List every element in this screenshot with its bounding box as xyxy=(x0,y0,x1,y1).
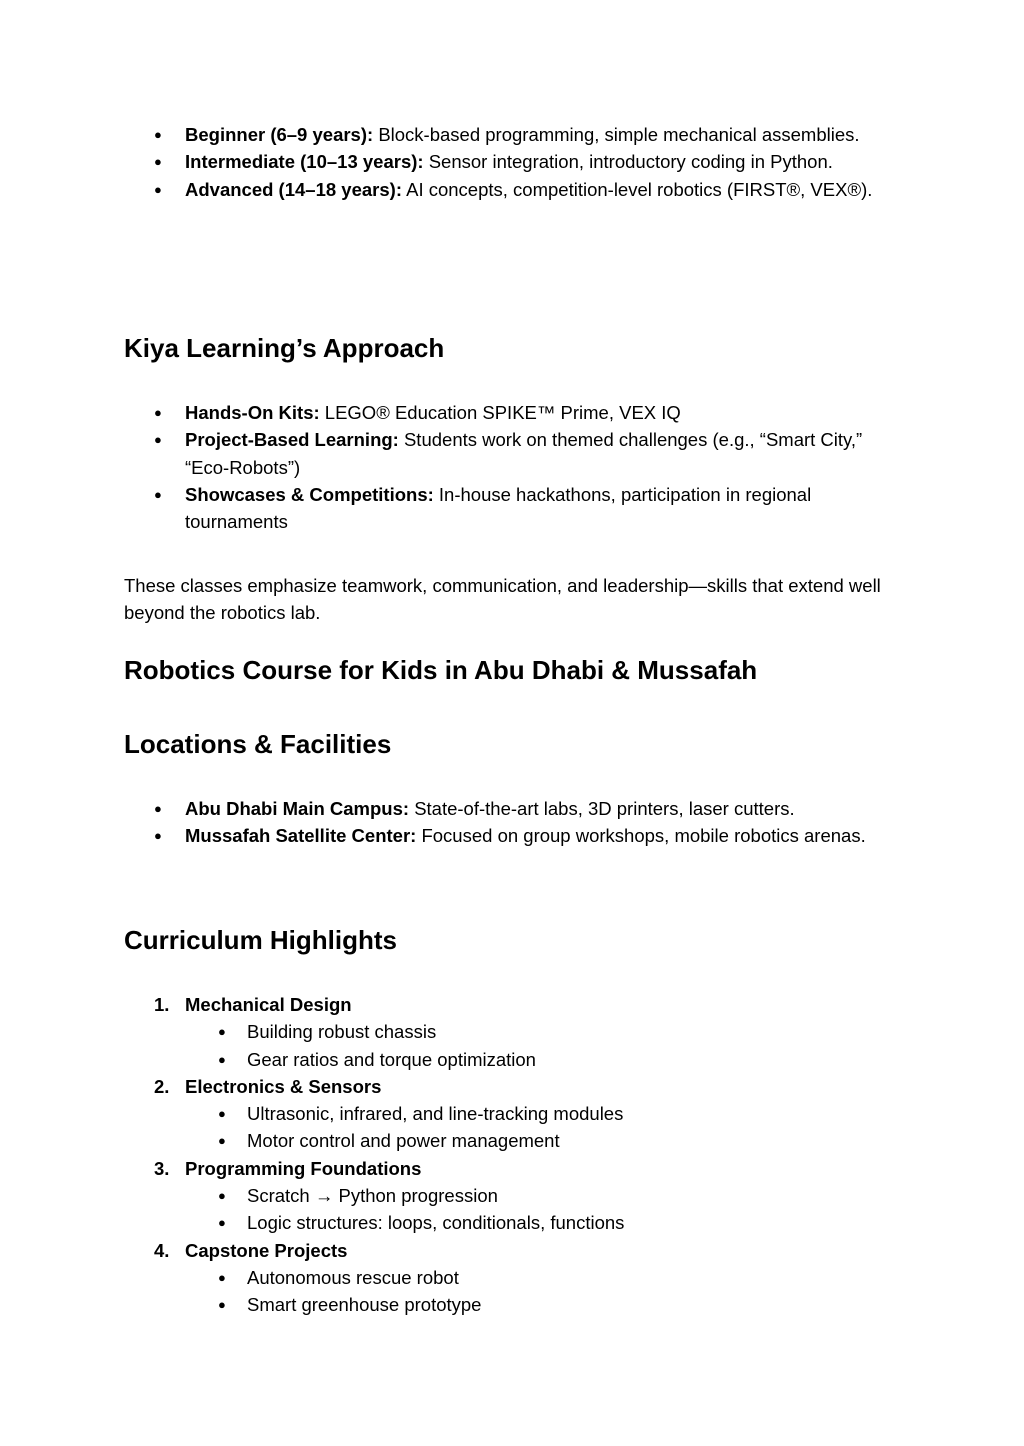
item-text: State-of-the-art labs, 3D printers, laser cutters. xyxy=(414,798,795,819)
sub-item-text: Ultrasonic, infrared, and line-tracking modules xyxy=(247,1103,624,1125)
list-item xyxy=(124,991,904,1073)
bullet-icon: ● xyxy=(154,405,162,420)
item-label: Mussafah Satellite Center: xyxy=(185,825,417,847)
item-number: 4. xyxy=(154,1239,170,1261)
bullet-icon: ● xyxy=(218,1188,226,1204)
bullet-icon: ● xyxy=(154,801,162,816)
bullet-icon: ● xyxy=(154,828,162,844)
bullet-icon: ● xyxy=(154,486,162,502)
list-item xyxy=(124,121,904,148)
sub-item xyxy=(124,1100,904,1127)
sub-list xyxy=(124,1100,904,1155)
sub-item-text: Scratch → Python progression xyxy=(247,1185,498,1207)
bullet-icon: ● xyxy=(218,1106,226,1122)
list-item xyxy=(124,822,904,849)
approach-heading: Kiya Learning’s Approach xyxy=(124,333,445,363)
bullet-icon: ● xyxy=(154,432,162,448)
bullet-icon: ● xyxy=(218,1269,226,1285)
list-item xyxy=(124,426,904,481)
item-text: Students work on themed challenges (e.g., “Smart City,” “Eco-Robots”) xyxy=(185,429,863,478)
list-item xyxy=(124,176,904,203)
course-heading: Robotics Course for Kids in Abu Dhabi & Mussafah xyxy=(124,655,758,685)
age-levels-list xyxy=(124,121,904,203)
item-text: Block-based programming, simple mechanical assemblies. xyxy=(378,124,860,145)
item-text: Sensor integration, introductory coding in Python. xyxy=(428,151,833,173)
item-label: Project-Based Learning: xyxy=(185,429,399,451)
locations-list xyxy=(124,795,904,850)
item-label: Abu Dhabi Main Campus: xyxy=(185,798,410,819)
approach-paragraph: These classes emphasize teamwork, communication, and leadership—skills that extend well beyond the robotics lab. xyxy=(124,575,881,624)
sub-item xyxy=(124,1209,904,1236)
sub-item xyxy=(124,1046,904,1073)
locations-heading: Locations & Facilities xyxy=(124,729,392,759)
sub-list xyxy=(124,1182,904,1237)
bullet-icon: ● xyxy=(218,1024,226,1040)
item-text: AI concepts, competition-level robotics (FIRST®, VEX®). xyxy=(406,178,873,200)
sub-list xyxy=(124,1018,904,1073)
sub-item xyxy=(124,1264,904,1291)
bullet-icon: ● xyxy=(154,181,162,197)
item-title: Electronics & Sensors xyxy=(185,1075,382,1097)
list-item xyxy=(124,481,904,536)
item-text: Focused on group workshops, mobile robotics arenas. xyxy=(421,825,866,847)
sub-item xyxy=(124,1018,904,1045)
item-number: 1. xyxy=(154,994,170,1015)
bullet-icon: ● xyxy=(218,1051,226,1067)
bullet-icon: ● xyxy=(218,1297,226,1313)
sub-item-text: Logic structures: loops, conditionals, functions xyxy=(247,1212,625,1234)
item-label: Beginner (6–9 years): xyxy=(185,124,374,145)
sub-item-text: Autonomous rescue robot xyxy=(247,1266,459,1288)
approach-list xyxy=(124,399,904,535)
bullet-icon: ● xyxy=(218,1133,226,1149)
curriculum-heading: Curriculum Highlights xyxy=(124,925,397,955)
item-text: LEGO® Education SPIKE™ Prime, VEX IQ xyxy=(324,402,681,423)
item-title: Capstone Projects xyxy=(185,1239,348,1261)
list-item xyxy=(124,1155,904,1237)
sub-item-text: Building robust chassis xyxy=(247,1021,437,1043)
item-label: Showcases & Competitions: xyxy=(185,483,434,505)
sub-item-text: Gear ratios and torque optimization xyxy=(247,1048,536,1070)
bullet-icon: ● xyxy=(154,154,162,170)
item-label: Hands-On Kits: xyxy=(185,402,320,423)
item-title: Programming Foundations xyxy=(185,1157,422,1179)
item-label: Advanced (14–18 years): xyxy=(185,178,402,200)
list-item xyxy=(124,1237,904,1319)
item-title: Mechanical Design xyxy=(185,994,352,1015)
sub-item xyxy=(124,1291,904,1318)
sub-list xyxy=(124,1264,904,1319)
sub-item xyxy=(124,1127,904,1154)
item-number: 3. xyxy=(154,1157,170,1179)
list-item xyxy=(124,148,904,175)
list-item xyxy=(124,399,904,426)
item-number: 2. xyxy=(154,1075,170,1097)
sub-item xyxy=(124,1182,904,1209)
item-text: In-house hackathons, participation in regional tournaments xyxy=(185,483,812,533)
sub-item-text: Motor control and power management xyxy=(247,1130,560,1152)
bullet-icon: ● xyxy=(154,127,162,142)
bullet-icon: ● xyxy=(218,1215,226,1231)
list-item xyxy=(124,795,904,822)
list-item xyxy=(124,1073,904,1155)
item-label: Intermediate (10–13 years): xyxy=(185,151,424,173)
curriculum-list xyxy=(124,991,904,1319)
sub-item-text: Smart greenhouse prototype xyxy=(247,1294,482,1316)
